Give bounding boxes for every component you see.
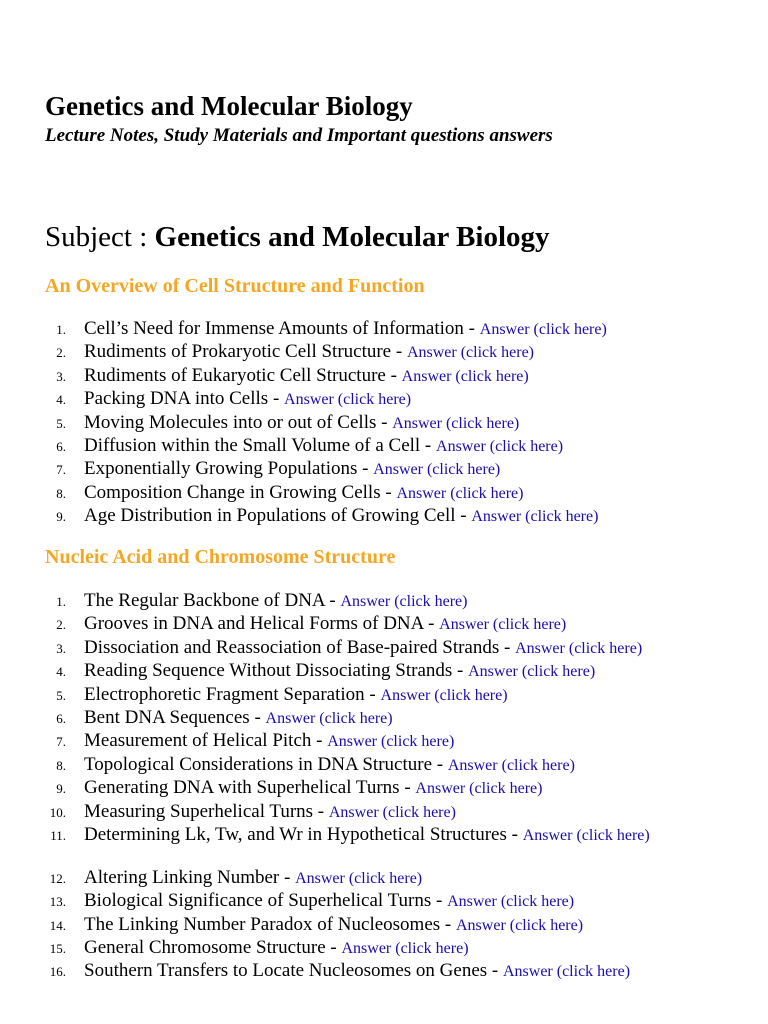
question-text: Measurement of Helical Pitch - <box>84 730 328 752</box>
list-item <box>0 340 768 363</box>
question-text: Measuring Superhelical Turns - <box>84 800 329 822</box>
answer-link[interactable]: Answer (click here) <box>406 344 534 362</box>
list-item <box>0 959 768 982</box>
list-item-body <box>84 729 454 753</box>
list-item-number: 6. <box>56 438 66 454</box>
question-text: Determining Lk, Tw, and Wr in Hypothetical Structures - <box>84 823 523 845</box>
list-item <box>0 729 768 752</box>
list-item-body <box>84 936 469 960</box>
list-item <box>0 866 768 889</box>
list-item <box>0 387 768 410</box>
list-item-number: 5. <box>56 415 66 431</box>
list-item-body <box>84 481 523 505</box>
question-text: Rudiments of Prokaryotic Cell Structure - <box>84 341 407 363</box>
list-item <box>0 612 768 635</box>
list-item-number: 1. <box>56 322 66 337</box>
question-text: The Linking Number Paradox of Nucleosomes - <box>84 913 456 935</box>
list-item-number: 11. <box>50 827 66 843</box>
list-item-number: 7. <box>56 734 66 750</box>
list-item-number: 4. <box>56 392 66 408</box>
question-text: Topological Considerations in DNA Structure - <box>84 753 448 775</box>
subject-prefix: Subject : <box>45 221 155 253</box>
list-item <box>0 683 768 706</box>
question-text: Moving Molecules into or out of Cells - <box>84 411 393 433</box>
list-item-number: 3. <box>56 640 66 656</box>
question-text: Grooves in DNA and Helical Forms of DNA - <box>84 613 440 635</box>
list-item-body <box>84 340 534 364</box>
list-item <box>0 481 768 504</box>
list-item <box>0 913 768 936</box>
section-heading-nucleic-acid: Nucleic Acid and Chromosome Structure <box>45 546 396 568</box>
list-item <box>0 434 768 457</box>
list-item-body <box>84 364 529 388</box>
list-item-number: 4. <box>56 664 66 680</box>
question-text: Composition Change in Growing Cells - <box>84 481 397 503</box>
question-text: The Regular Backbone of DNA - <box>84 590 341 611</box>
list-item-number: 2. <box>56 617 66 633</box>
list-item-body <box>84 659 595 683</box>
list-item-number: 1. <box>56 594 66 609</box>
list-item-number: 15. <box>49 941 66 957</box>
list-item-number: 10. <box>49 804 66 820</box>
list-item-body <box>84 387 411 411</box>
question-list-nucleic-acid <box>0 589 768 983</box>
list-item <box>0 823 768 866</box>
answer-link[interactable]: Answer (click here) <box>479 321 607 338</box>
answer-link[interactable]: Answer (click here) <box>456 916 584 934</box>
question-text: Age Distribution in Populations of Growing Cell - <box>84 505 472 527</box>
list-item <box>0 936 768 959</box>
question-text: Altering Linking Number - <box>84 866 296 888</box>
answer-link[interactable]: Answer (click here) <box>447 756 575 774</box>
list-item-body <box>84 589 467 613</box>
question-text: Reading Sequence Without Dissociating Strands - <box>84 660 469 682</box>
list-item <box>0 659 768 682</box>
answer-link[interactable]: Answer (click here) <box>396 484 524 502</box>
list-item-number: 5. <box>56 687 66 703</box>
answer-link[interactable]: Answer (click here) <box>468 663 596 681</box>
list-item-body <box>84 317 607 341</box>
question-text: Dissociation and Reassociation of Base-paired Strands - <box>84 636 516 658</box>
list-item-number: 7. <box>56 462 66 478</box>
list-item-body <box>84 823 724 847</box>
list-item <box>0 317 768 340</box>
answer-link[interactable]: Answer (click here) <box>265 709 393 727</box>
list-item <box>0 800 768 823</box>
list-item-number: 9. <box>56 781 66 797</box>
list-item-body <box>84 866 422 890</box>
list-item-body <box>84 959 630 983</box>
answer-link[interactable]: Answer (click here) <box>439 616 567 634</box>
section-heading-cell-structure: An Overview of Cell Structure and Function <box>45 275 425 297</box>
list-item <box>0 411 768 434</box>
list-item <box>0 504 768 527</box>
list-item <box>0 589 768 612</box>
list-item-number: 8. <box>56 485 66 501</box>
question-list-cell-structure <box>0 317 768 528</box>
list-item <box>0 706 768 729</box>
question-text: Biological Significance of Superhelical Turns - <box>84 890 448 912</box>
question-text: General Chromosome Structure - <box>84 937 342 959</box>
list-item <box>0 753 768 776</box>
answer-link[interactable]: Answer (click here) <box>415 780 543 798</box>
list-item-number: 2. <box>56 345 66 361</box>
list-item-number: 12. <box>49 870 66 886</box>
question-text: Cell’s Need for Immense Amounts of Information - <box>84 318 480 339</box>
question-text: Diffusion within the Small Volume of a Cell - <box>84 434 437 456</box>
list-item-body <box>84 411 519 435</box>
list-item-body <box>84 612 566 636</box>
page-subtitle: Lecture Notes, Study Materials and Important questions answers <box>45 125 553 146</box>
answer-link[interactable]: Answer (click here) <box>502 963 631 981</box>
list-item-body <box>84 776 542 800</box>
answer-link[interactable]: Answer (click here) <box>284 391 412 409</box>
list-item-body <box>84 636 642 660</box>
list-item-body <box>84 457 500 481</box>
answer-link[interactable]: Answer (click here) <box>436 437 564 455</box>
answer-link[interactable]: Answer (click here) <box>471 508 599 526</box>
list-item-number: 6. <box>56 710 66 726</box>
list-item-body <box>84 753 575 777</box>
list-item-number: 13. <box>49 894 66 910</box>
answer-link[interactable]: Answer (click here) <box>327 733 455 751</box>
answer-link[interactable]: Answer (click here) <box>401 367 529 385</box>
list-item <box>0 364 768 387</box>
answer-link[interactable]: Answer (click here) <box>392 414 520 432</box>
list-item-number: 3. <box>56 368 66 384</box>
answer-link[interactable]: Answer (click here) <box>341 940 469 958</box>
question-text: Southern Transfers to Locate Nucleosomes on Genes - <box>84 960 503 982</box>
answer-link[interactable]: Answer (click here) <box>380 686 508 704</box>
list-item-number: 16. <box>49 964 66 980</box>
list-item-number: 8. <box>56 757 66 773</box>
subject-name: Genetics and Molecular Biology <box>154 221 550 253</box>
answer-link[interactable]: Answer (click here) <box>447 893 575 911</box>
list-item-number: 14. <box>49 917 66 933</box>
answer-link[interactable]: Answer (click here) <box>515 639 643 657</box>
list-item-body <box>84 800 456 824</box>
answer-link[interactable]: Answer (click here) <box>522 826 650 844</box>
list-item-body <box>84 504 598 528</box>
list-item-body <box>84 434 563 458</box>
subject-line <box>45 218 550 256</box>
list-item-body <box>84 683 508 707</box>
question-text: Generating DNA with Superhelical Turns - <box>84 777 416 799</box>
page-title: Genetics and Molecular Biology <box>45 91 413 121</box>
question-text: Electrophoretic Fragment Separation - <box>84 683 381 705</box>
list-item <box>0 457 768 480</box>
answer-link[interactable]: Answer (click here) <box>328 803 456 821</box>
question-text: Rudiments of Eukaryotic Cell Structure - <box>84 364 402 386</box>
question-text: Bent DNA Sequences - <box>84 706 266 728</box>
list-item <box>0 776 768 799</box>
list-item <box>0 636 768 659</box>
list-item-body <box>84 706 393 730</box>
answer-link[interactable]: Answer (click here) <box>373 461 501 479</box>
question-text: Packing DNA into Cells - <box>84 388 285 410</box>
list-item-number: 9. <box>56 509 66 525</box>
list-item-body <box>84 889 574 913</box>
list-item <box>0 889 768 912</box>
list-item-body <box>84 913 583 937</box>
answer-link[interactable]: Answer (click here) <box>340 593 468 610</box>
answer-link[interactable]: Answer (click here) <box>295 869 423 887</box>
question-text: Exponentially Growing Populations - <box>84 458 374 480</box>
